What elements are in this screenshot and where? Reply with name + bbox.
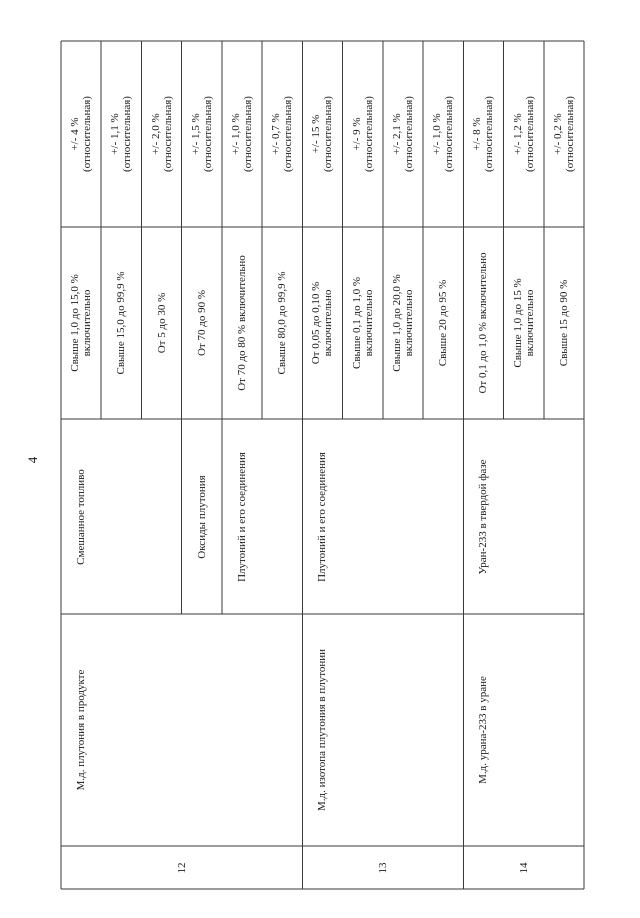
error-cell-line: +/- 0,7 % xyxy=(270,113,283,155)
error-cell-line: +/- 0,2 % xyxy=(551,113,564,155)
error-cell-line: (относительная) xyxy=(121,96,134,172)
error-cell-line: (относительная) xyxy=(362,96,375,172)
object-cell xyxy=(61,419,101,614)
error-cell-line: (относительная) xyxy=(161,96,174,172)
page-number: 4 xyxy=(25,456,40,464)
error-cell-line: (относительная) xyxy=(483,96,496,172)
range-cell-line: включительно xyxy=(402,289,415,357)
error-cell xyxy=(61,41,101,227)
error-cell xyxy=(262,41,302,227)
error-cell xyxy=(504,41,544,227)
error-cell xyxy=(182,41,222,227)
error-cell-line: +/- 1,2 % xyxy=(511,113,524,155)
range-cell-line: Свыше 15 до 90 % xyxy=(557,279,570,367)
error-cell-line: +/- 2,1 % xyxy=(390,113,403,155)
error-cell xyxy=(544,41,584,227)
range-cell-line: Свыше 1,0 до 15,0 % xyxy=(69,274,82,372)
range-cell-line: включительно xyxy=(81,289,94,357)
range-cell xyxy=(463,227,503,419)
range-cell xyxy=(141,227,181,419)
range-cell xyxy=(101,227,141,419)
range-cell-line: От 70 до 80 % включительно xyxy=(236,255,249,391)
object-cell-line: Плутоний и его соединения xyxy=(316,451,329,582)
object-cell xyxy=(182,419,222,614)
object-cell-line: Смешанное топливо xyxy=(75,468,87,565)
parameter-cell-line: М.д. урана-233 в уране xyxy=(477,676,490,784)
range-cell-line: От 0,05 до 0,10 % xyxy=(310,281,323,365)
range-cell-line: Свыше 0,1 до 1,0 % xyxy=(350,276,363,370)
error-cell-line: +/- 1,1 % xyxy=(109,113,122,155)
range-cell-line: От 0,1 до 1,0 % включительно xyxy=(477,252,490,394)
object-cell-line: Уран-233 в твердой фазе xyxy=(477,458,490,575)
range-cell-line: Свыше 15,0 до 99,9 % xyxy=(115,271,128,375)
error-cell xyxy=(463,41,503,227)
parameter-cell xyxy=(302,614,342,846)
error-cell-line: +/- 9 % xyxy=(350,117,363,151)
range-cell xyxy=(544,227,584,419)
range-cell-line: Свыше 20 до 95 % xyxy=(437,279,450,367)
range-cell xyxy=(302,227,342,419)
error-cell xyxy=(141,41,181,227)
object-cell xyxy=(302,419,342,614)
error-cell-line: +/- 1,0 % xyxy=(431,113,444,155)
range-cell xyxy=(262,227,302,419)
error-cell-line: (относительная) xyxy=(81,96,94,172)
row-number xyxy=(302,846,463,889)
error-cell-line: (относительная) xyxy=(322,96,335,172)
row-number xyxy=(61,846,302,889)
range-cell-line: От 70 до 90 % xyxy=(195,289,208,357)
range-cell xyxy=(423,227,463,419)
error-cell xyxy=(383,41,423,227)
error-cell-line: +/- 4 % xyxy=(69,117,82,151)
range-cell xyxy=(182,227,222,419)
error-cell-line: (относительная) xyxy=(443,96,456,172)
object-cell xyxy=(463,419,503,614)
row-number xyxy=(463,846,584,889)
parameter-cell-line: М.д. изотопа плутония в плутонии xyxy=(316,648,329,812)
row-number-line: 13 xyxy=(376,862,389,873)
error-cell-line: (относительная) xyxy=(523,96,536,172)
row-number-line: 14 xyxy=(517,862,530,873)
error-cell-line: (относительная) xyxy=(402,96,415,172)
error-cell-line: +/- 8 % xyxy=(471,117,484,151)
error-cell-line: +/- 1,0 % xyxy=(230,113,243,155)
range-cell-line: включительно xyxy=(322,289,335,357)
error-cell-line: (относительная) xyxy=(282,96,295,172)
error-cell xyxy=(423,41,463,227)
error-cell xyxy=(302,41,342,227)
object-cell-line: Плутоний и его соединения xyxy=(235,451,248,582)
range-cell-line: включительно xyxy=(523,289,536,357)
range-cell-line: включительно xyxy=(362,289,375,357)
error-cell-line: (относительная) xyxy=(563,96,576,172)
range-cell-line: Свыше 1,0 до 15 % xyxy=(511,278,524,368)
parameter-cell xyxy=(463,614,503,846)
error-cell-line: +/- 2,0 % xyxy=(149,113,162,155)
error-cell xyxy=(343,41,383,227)
error-cell xyxy=(101,41,141,227)
range-cell-line: От 5 до 30 % xyxy=(155,292,168,354)
error-cell xyxy=(222,41,262,227)
range-cell xyxy=(383,227,423,419)
parameter-cell xyxy=(61,614,101,846)
error-cell-line: +/- 15 % xyxy=(310,114,323,154)
range-cell-line: Свыше 80,0 до 99,9 % xyxy=(276,271,289,375)
error-cell-line: +/- 1,5 % xyxy=(189,113,202,155)
parameter-cell-line: М.д. плутония в продукте xyxy=(75,669,87,791)
range-cell xyxy=(222,227,262,419)
error-cell-line: (относительная) xyxy=(201,96,214,172)
range-cell xyxy=(504,227,544,419)
error-cell-line: (относительная) xyxy=(242,96,255,172)
range-cell xyxy=(61,227,101,419)
range-cell-line: Свыше 1,0 до 20,0 % xyxy=(390,274,403,372)
object-cell xyxy=(222,419,262,614)
range-cell xyxy=(343,227,383,419)
row-number-line: 12 xyxy=(175,862,188,873)
measurement-table xyxy=(61,41,584,889)
object-cell-line: Оксиды плутония xyxy=(195,474,208,559)
